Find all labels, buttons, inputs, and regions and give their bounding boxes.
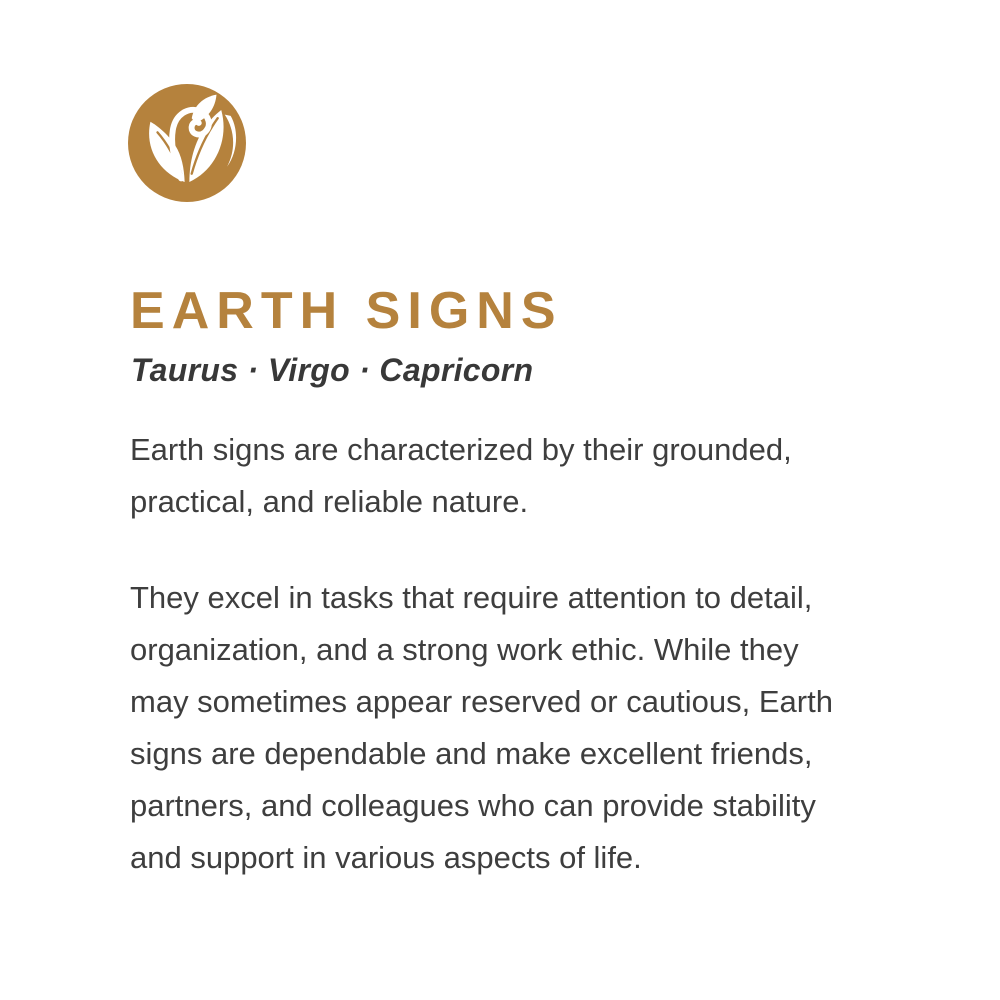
paragraph-line: Earth signs are characterized by their grounded, [130,432,792,467]
paragraph-line: and support in various aspects of life. [130,840,642,875]
paragraph-line: They excel in tasks that require attention to detail, [130,580,813,615]
paragraph-line: signs are dependable and make excellent friends, [130,736,813,771]
paragraph-line: may sometimes appear reserved or cautious, Earth [130,684,833,719]
intro-paragraph [130,424,792,528]
paragraph-line: organization, and a strong work ethic. While they [130,632,799,667]
description-paragraph [130,572,833,884]
logo-circle [128,84,246,202]
leaf-spiral-logo-icon [128,84,246,202]
zodiac-subtitle: Taurus · Virgo · Capricorn [131,352,534,388]
page-title: EARTH SIGNS [130,282,563,340]
paragraph-line: partners, and colleagues who can provide stability [130,788,816,823]
paragraph-line: practical, and reliable nature. [130,484,529,519]
